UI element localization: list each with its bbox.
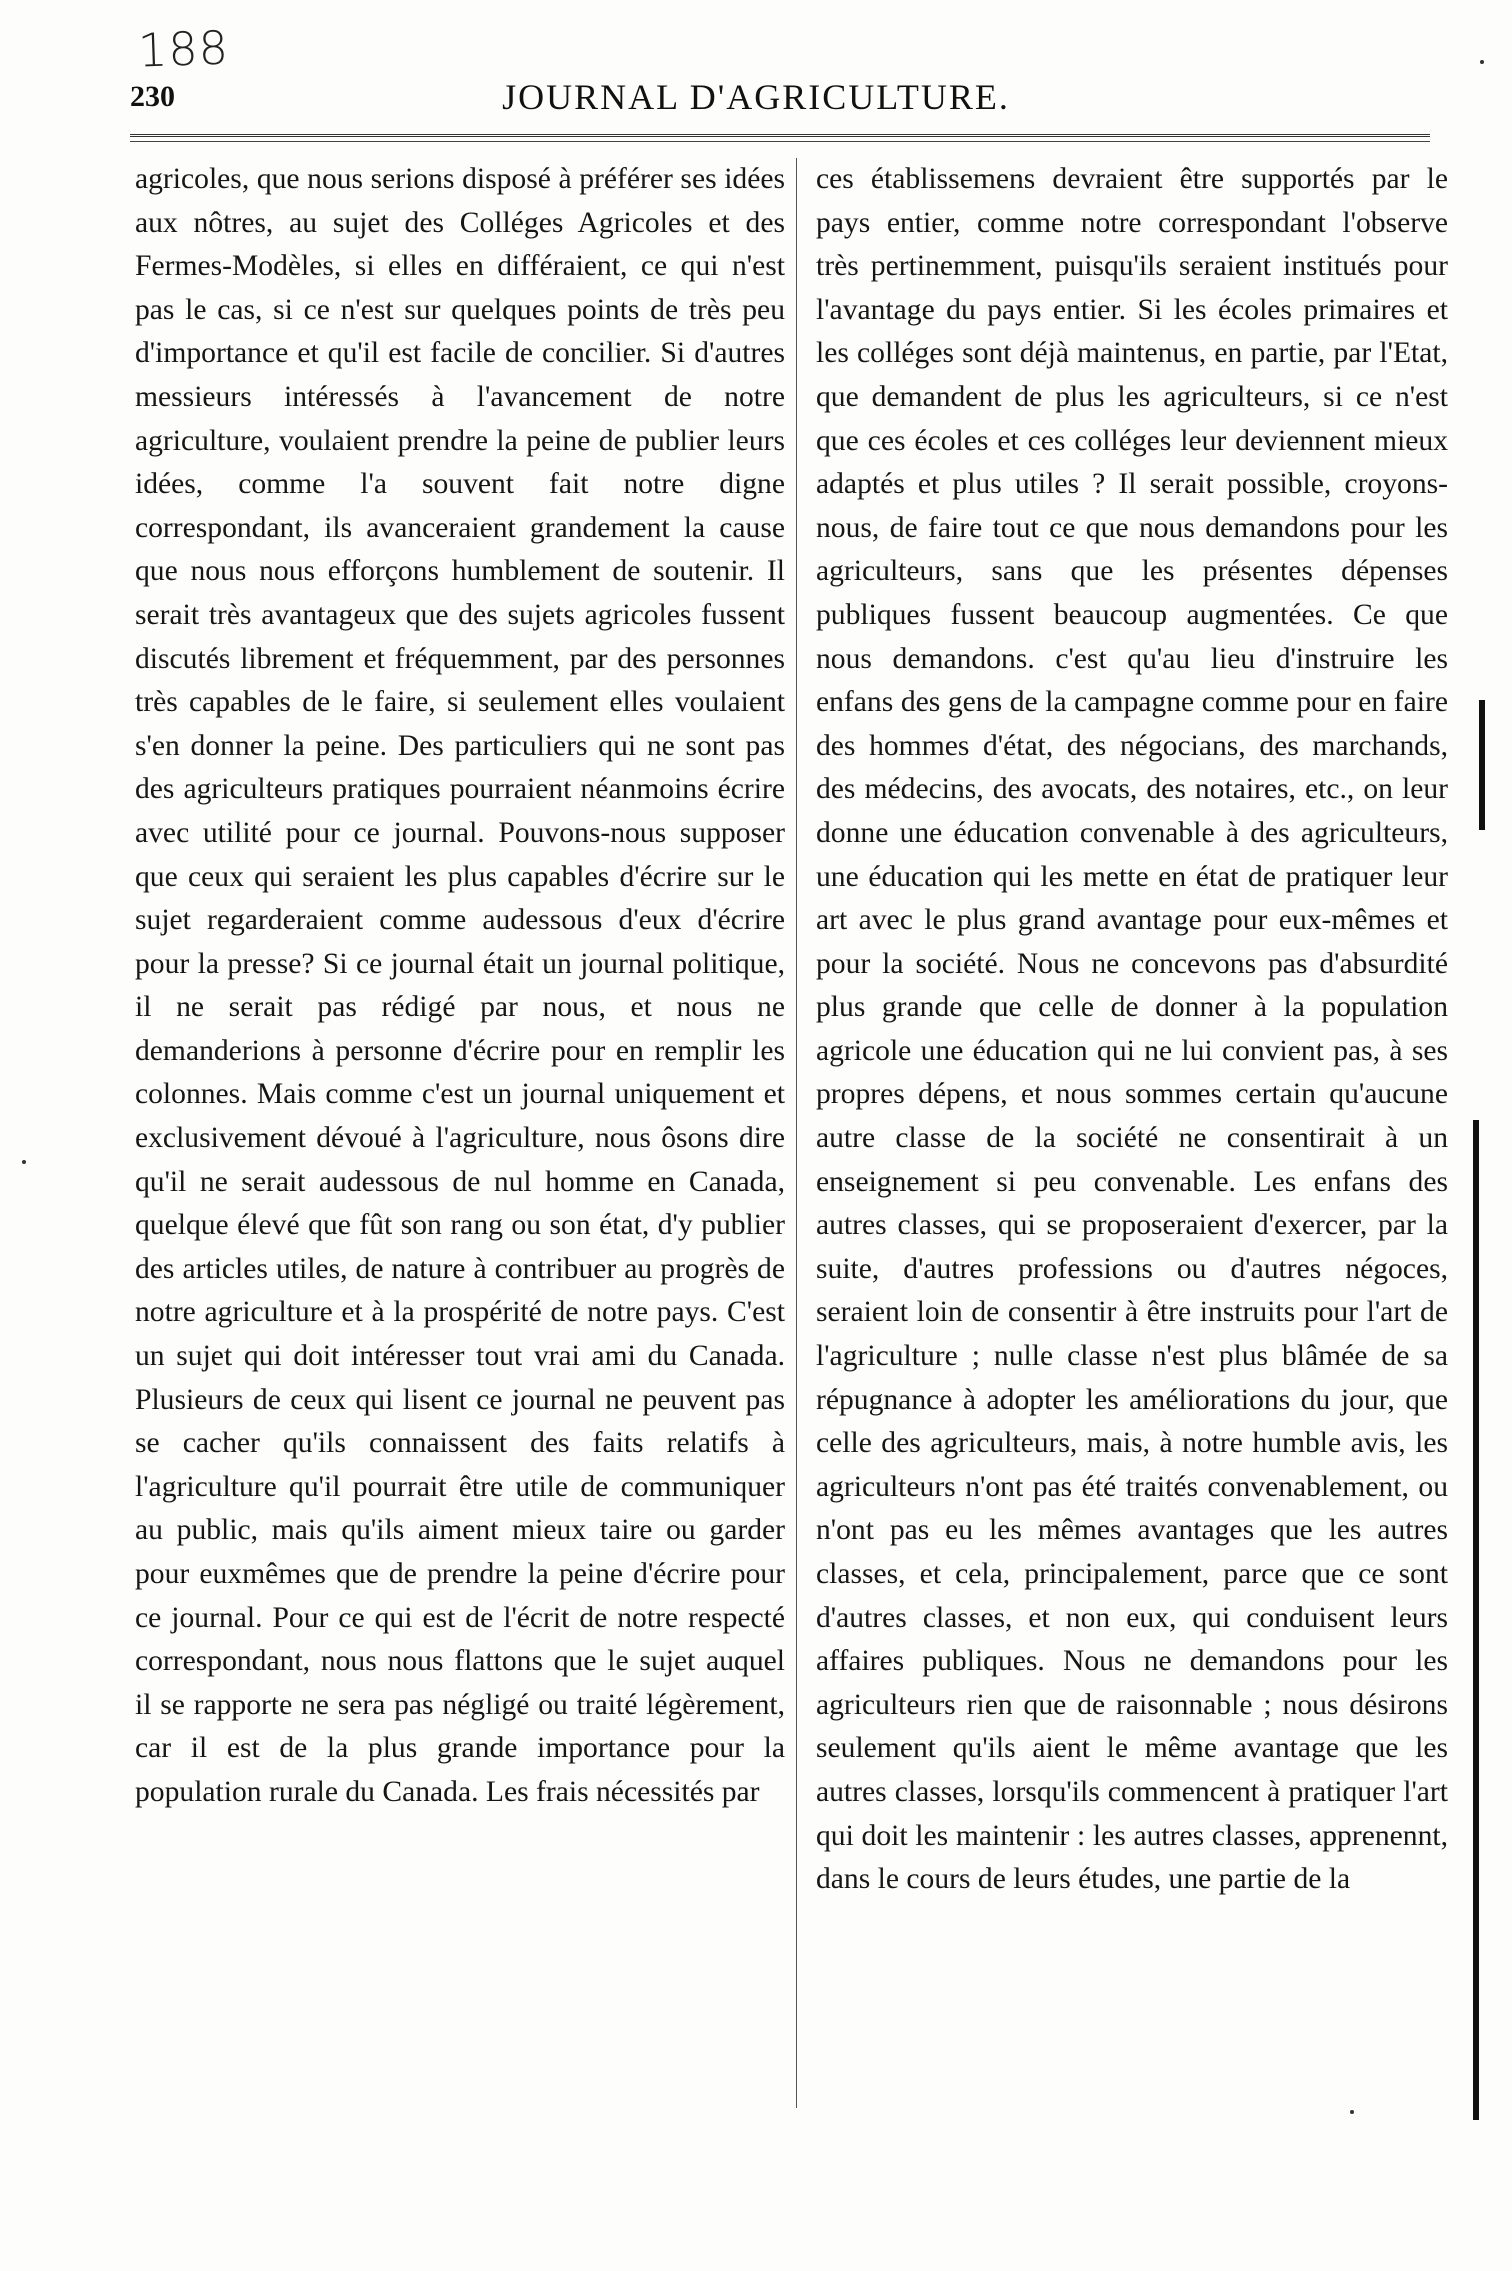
right-column [816, 158, 1448, 1902]
scan-speck [1480, 60, 1484, 64]
header-rule [130, 134, 1430, 137]
right-column-text: ces établissemens devraient être supportés par le pays entier, comme notre correspondant l'observe très pertinemment, puisqu'ils seraient institués pour l'avantage du pays entier. Si les écoles primaires et les colléges sont déjà maintenus, en partie, par l'Etat, que demandent de plus les agriculteurs, si ce n'est que ces écoles et ces colléges leur deviennent mieux adaptés et plus utiles ? Il serait possible, croyons-nous, de faire tout ce que nous demandons pour les agriculteurs, sans que les présentes dépenses publiques fussent beaucoup augmentées. Ce que nous demandons. c'est qu'au lieu d'instruire les enfans des gens de la campagne comme pour en faire des hommes d'état, des négocians, des marchands, des médecins, des avocats, des notaires, etc., on leur donne une éducation convenable à des agriculteurs, une éducation qui les mette en état de pratiquer leur art avec le plus grand avantage pour eux-mêmes et pour la société. Nous ne concevons pas d'absurdité plus grande que celle de donner à la population agricole une éducation qui ne lui convient pas, à ses propres dépens, et nous sommes certain qu'aucune autre classe de la société ne consentirait à un enseignement si peu convenable. Les enfans des autres classes, qui se proposeraient d'exercer, par la suite, d'autres professions ou d'autres négoces, seraient loin de consentir à être instruits pour l'art de l'agriculture ; nulle classe n'est plus blâmée de sa répugnance à adopter les améliorations du jour, que celle des agriculteurs, mais, à notre humble avis, les agriculteurs n'ont pas été traités convenablement, ou n'ont pas eu les mêmes avantages que les autres classes, et cela, principalement, parce que ce sont d'autres classes, et non eux, qui conduisent leurs affaires publiques. Nous ne demandons pour les agriculteurs rien que de raisonnable ; nous désirons seulement qu'ils aient le même avantage que les autres classes, lorsqu'ils commencent à pratiquer l'art qui doit les maintenir : les autres classes, apprenennt, dans le cours de leurs études, une partie de la [816, 163, 1448, 1896]
scan-speck [1350, 2110, 1354, 2114]
margin-mark-lower [1473, 1120, 1479, 2120]
page-number: 230 [130, 80, 175, 113]
handwritten-page-number: 188 [137, 20, 230, 78]
running-head: JOURNAL D'AGRICULTURE. [502, 77, 1010, 117]
scan-speck [22, 1160, 26, 1164]
column-divider [796, 158, 797, 2108]
header-rule-thin [130, 141, 1430, 142]
left-column [135, 158, 785, 1815]
left-column-text: agricoles, que nous serions disposé à préférer ses idées aux nôtres, au sujet des Colléges Agricoles et des Fermes-Modèles, si elles en différaient, ce qui n'est pas le cas, si ce n'est sur quelques points de très peu d'importance et qu'il est facile de concilier. Si d'autres messieurs intéressés à l'avancement de notre agriculture, voulaient prendre la peine de publier leurs idées, comme l'a souvent fait notre digne correspondant, ils avanceraient grandement la cause que nous nous efforçons humblement de soutenir. Il serait très avantageux que des sujets agricoles fussent discutés librement et fréquemment, par des personnes très capables de le faire, si seulement elles voulaient s'en donner la peine. Des particuliers qui ne sont pas des agriculteurs pratiques pourraient néanmoins écrire avec utilité pour ce journal. Pouvons-nous supposer que ceux qui seraient les plus capables d'écrire sur le sujet regarderaient comme audessous d'eux d'écrire pour la presse? Si ce journal était un journal politique, il ne serait pas rédigé par nous, et nous ne demanderions à personne d'écrire pour en remplir les colonnes. Mais comme c'est un journal uniquement et exclusivement dévoué à l'agriculture, nous ôsons dire qu'il ne serait audessous de nul homme en Canada, quelque élevé que fût son rang ou son état, d'y publier des articles utiles, de nature à contribuer au progrès de notre agriculture et à la prospérité de notre pays. C'est un sujet qui doit intéresser tout vrai ami du Canada. Plusieurs de ceux qui lisent ce journal ne peuvent pas se cacher qu'ils connaissent des faits relatifs à l'agriculture qu'il pourrait être utile de communiquer au public, mais qu'ils aiment mieux taire ou garder pour euxmêmes que de prendre la peine d'écrire pour ce journal. Pour ce qui est de l'écrit de notre respecté correspondant, nous nous flattons que le sujet auquel il se rapporte ne sera pas négligé ou traité légèrement, car il est de la plus grande importance pour la population rurale du Canada. Les frais nécessités par [135, 163, 785, 1808]
margin-mark-upper [1479, 700, 1485, 830]
